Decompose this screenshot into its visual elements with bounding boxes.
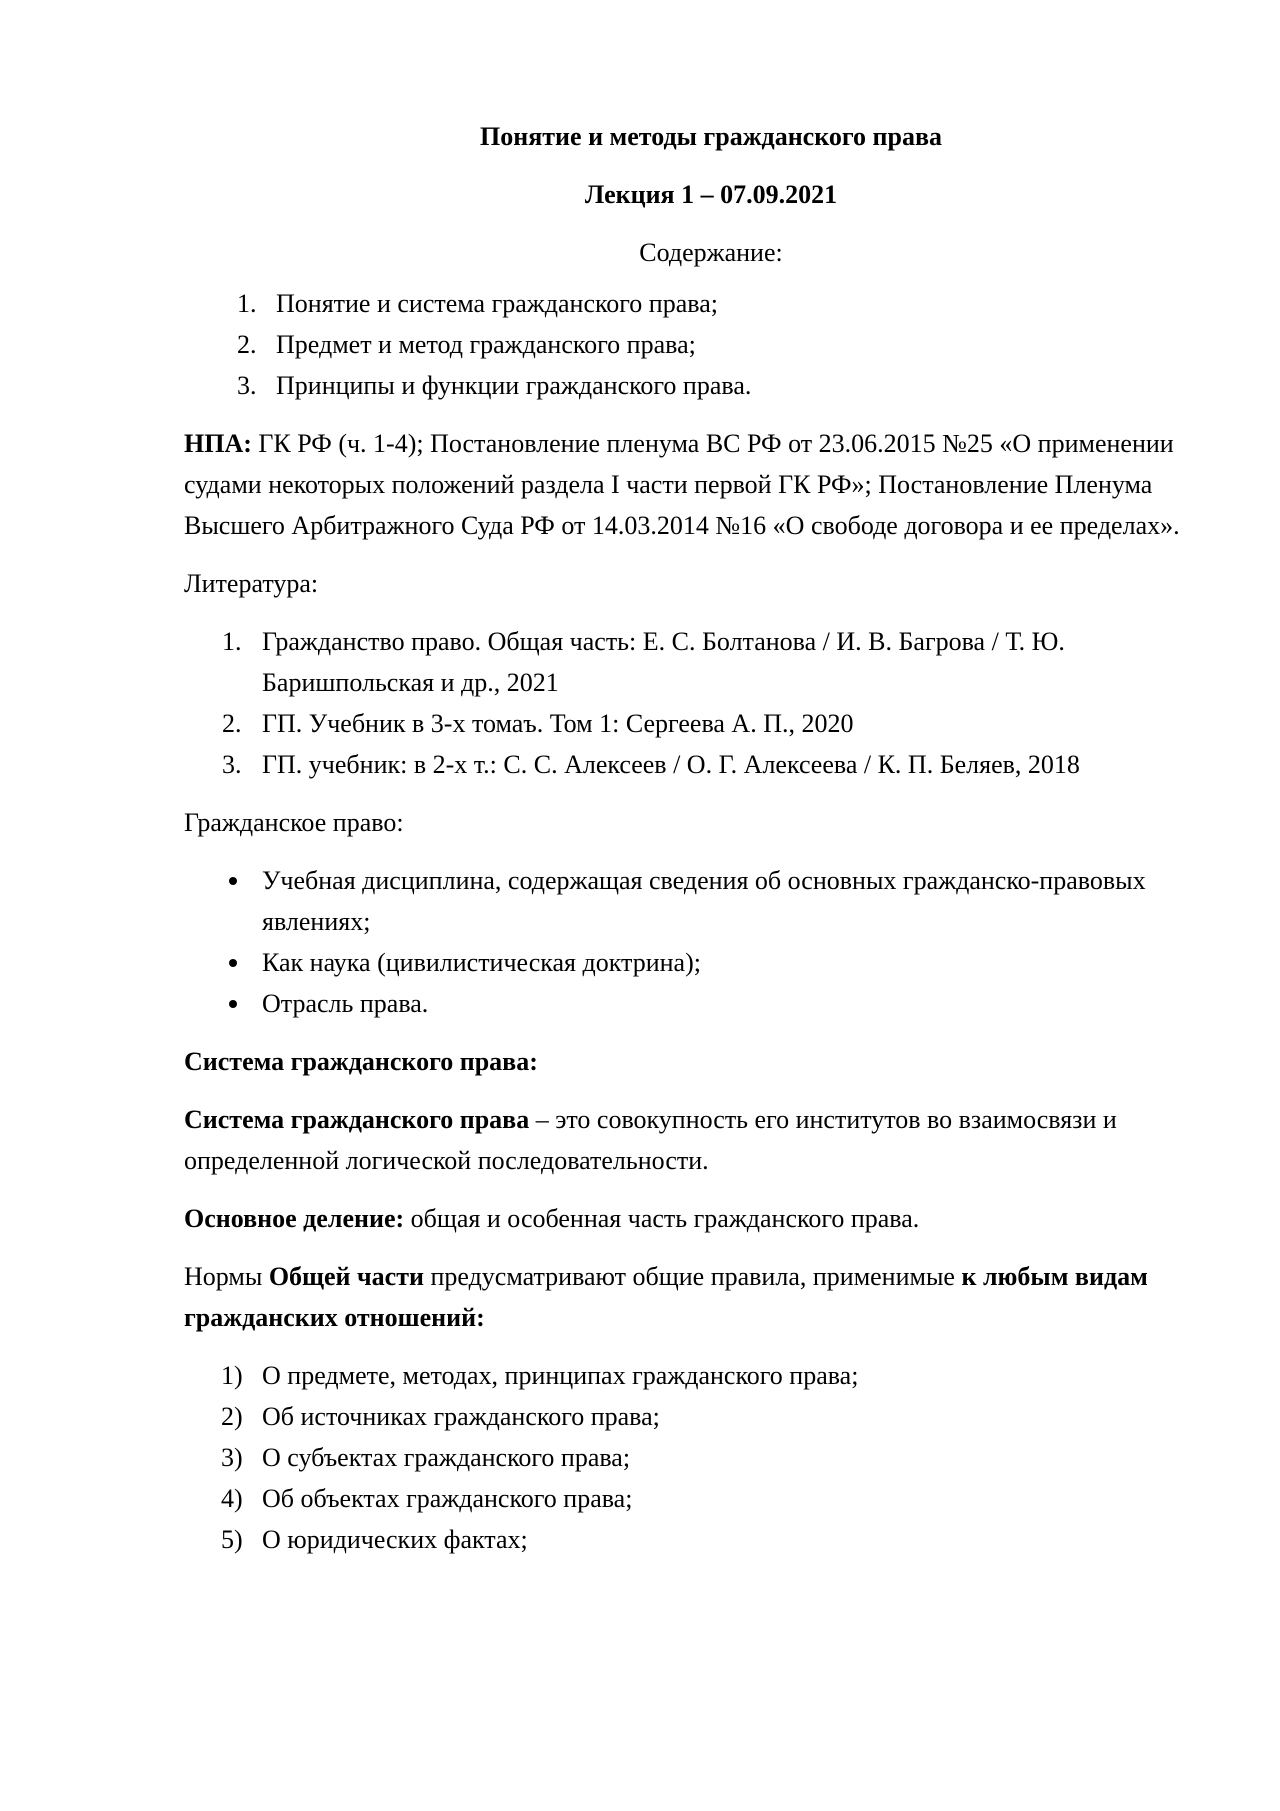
list-item bbox=[184, 983, 1194, 1024]
list-number: 3. bbox=[237, 371, 257, 400]
document-title: Понятие и методы гражданского права bbox=[480, 122, 942, 151]
list-item bbox=[184, 621, 1194, 703]
general-part-prefix: Нормы bbox=[184, 1262, 269, 1291]
list-text: Отрасль права. bbox=[262, 989, 429, 1018]
list-number: 3) bbox=[221, 1443, 243, 1472]
general-part-list bbox=[184, 1355, 1194, 1560]
list-number: 5) bbox=[221, 1525, 243, 1554]
list-number: 2. bbox=[237, 330, 257, 359]
list-text: Об объектах гражданского права; bbox=[262, 1484, 633, 1513]
list-item bbox=[184, 1355, 1194, 1396]
contents-heading: Содержание: bbox=[639, 238, 783, 267]
system-definition-text: – это совокупность его институтов во взаимосвязи и определенной логической последовательности. bbox=[184, 1105, 1117, 1175]
bullet-icon bbox=[229, 877, 237, 885]
npa-paragraph bbox=[184, 423, 1194, 546]
document-page bbox=[184, 116, 1194, 1577]
list-text: О юридических фактах; bbox=[262, 1525, 528, 1554]
list-item bbox=[184, 324, 1194, 365]
list-number: 3. bbox=[222, 750, 242, 779]
list-text: Как наука (цивилистическая доктрина); bbox=[262, 948, 701, 977]
list-item bbox=[184, 1519, 1194, 1560]
general-part-paragraph bbox=[184, 1256, 1194, 1338]
list-text: Учебная дисциплина, содержащая сведения об основных гражданско-правовых явлениях; bbox=[262, 866, 1146, 936]
list-number: 4) bbox=[221, 1484, 243, 1513]
lecture-subtitle: Лекция 1 – 07.09.2021 bbox=[584, 180, 838, 209]
list-number: 1. bbox=[222, 627, 242, 656]
contents-list bbox=[184, 283, 1194, 406]
literature-list bbox=[184, 621, 1194, 785]
list-text: Предмет и метод гражданского права; bbox=[276, 330, 696, 359]
list-item bbox=[184, 744, 1194, 785]
list-text: ГП. учебник: в 2-х т.: С. С. Алексеев / О. Г. Алексеева / К. П. Беляев, 2018 bbox=[262, 750, 1080, 779]
npa-label: НПА: bbox=[184, 429, 252, 458]
list-text: О субъектах гражданского права; bbox=[262, 1443, 631, 1472]
list-text: Понятие и система гражданского права; bbox=[276, 289, 718, 318]
system-definition bbox=[184, 1099, 1194, 1181]
list-item bbox=[184, 1437, 1194, 1478]
list-text: О предмете, методах, принципах гражданского права; bbox=[262, 1361, 859, 1390]
list-item bbox=[184, 1396, 1194, 1437]
list-text: ГП. Учебник в 3-х томаъ. Том 1: Сергеева А. П., 2020 bbox=[262, 709, 854, 738]
list-item bbox=[184, 365, 1194, 406]
list-text: Об источниках гражданского права; bbox=[262, 1402, 660, 1431]
list-item bbox=[184, 860, 1194, 942]
system-heading-text: Система гражданского права: bbox=[184, 1047, 538, 1076]
system-term: Система гражданского права bbox=[184, 1105, 530, 1134]
general-part-term: Общей части bbox=[268, 1262, 424, 1291]
general-part-middle: предусматривают общие правила, применимые bbox=[423, 1262, 962, 1291]
civil-law-list bbox=[184, 860, 1194, 1024]
list-number: 2) bbox=[221, 1402, 243, 1431]
npa-text: ГК РФ (ч. 1-4); Постановление пленума ВС РФ от 23.06.2015 №25 «О применении судами некоторых положений раздела I части первой ГК РФ»; Постановление Пленума Высшего Арбитражного Суда РФ от 14.03.2014 №16 «О свободе договора и ее пределах». bbox=[184, 429, 1180, 540]
basic-division-term: Основное деление: bbox=[184, 1204, 405, 1233]
list-text: Гражданство право. Общая часть: Е. С. Болтанова / И. В. Багрова / Т. Ю. Баришпольская и др., 2021 bbox=[262, 627, 1065, 697]
basic-division bbox=[184, 1198, 1194, 1239]
list-item bbox=[184, 703, 1194, 744]
list-number: 2. bbox=[222, 709, 242, 738]
list-item bbox=[184, 942, 1194, 983]
general-part-emphasis: к любым видам гражданских отношений: bbox=[184, 1262, 1148, 1332]
system-heading bbox=[184, 1041, 1194, 1082]
list-text: Принципы и функции гражданского права. bbox=[276, 371, 752, 400]
literature-heading: Литература: bbox=[184, 569, 319, 598]
list-number: 1) bbox=[221, 1361, 243, 1390]
civil-law-heading: Гражданское право: bbox=[184, 808, 404, 837]
list-item bbox=[184, 1478, 1194, 1519]
bullet-icon bbox=[229, 1000, 237, 1008]
list-number: 1. bbox=[237, 289, 257, 318]
basic-division-text: общая и особенная часть гражданского права. bbox=[404, 1204, 920, 1233]
list-item bbox=[184, 283, 1194, 324]
bullet-icon bbox=[229, 959, 237, 967]
